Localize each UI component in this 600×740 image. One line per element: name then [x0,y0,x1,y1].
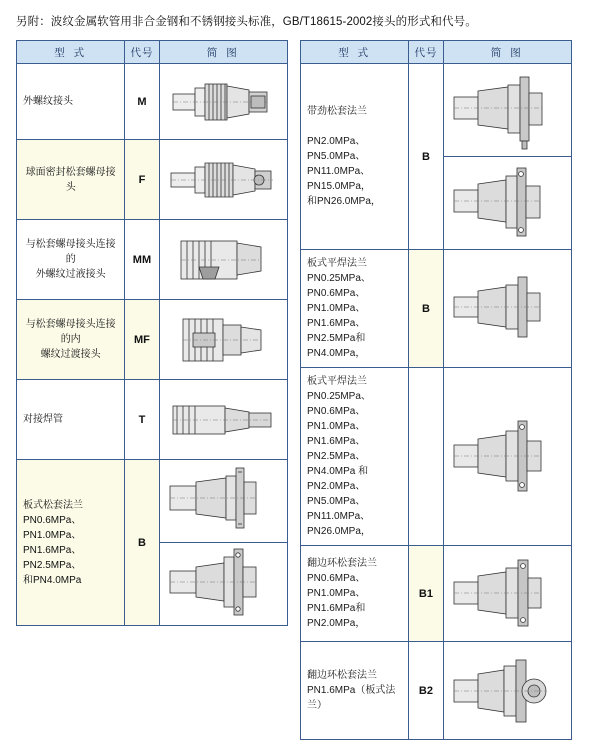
type-line: 板式平焊法兰 [307,258,367,269]
figure-cell [443,642,571,740]
code-cell: B [125,460,159,626]
type-line: 外螺纹过液接头 [35,269,106,280]
type-line: PN11.0MPa、PN26.0MPa， [307,511,371,537]
female-thread-transition-icon [160,307,287,373]
type-line: 螺纹过渡接头 [40,349,101,360]
table-row [301,64,572,157]
type-line: PN1.6MPa（板式法兰） [307,685,396,711]
tables-container [16,40,584,740]
table-row [17,220,288,300]
type-line: PN0.25MPa、PN0.6MPa、 [307,391,371,417]
type-line: 带劲松套法兰 [307,106,367,117]
type-line: 翻边环松套法兰 [307,558,377,569]
header-figure: 简 图 [443,41,571,64]
plate-welding-flange-a-icon [444,269,571,349]
type-line: PN1.6MPa和PN2.0MPa， [307,603,366,629]
code-cell: F [125,140,159,220]
header-code: 代号 [125,41,159,64]
code-cell: MM [125,220,159,300]
type-line: 和PN26.0MPa， [307,196,381,207]
type-cell [301,250,409,368]
type-line: PN2.0MPa、PN5.0MPa、 [307,481,366,507]
code-cell: B [409,64,443,250]
table-row [301,250,572,368]
type-line: PN2.5MPa、PN4.0MPa 和 [307,451,369,477]
type-line: 与松套螺母接头连接的内 [25,319,116,345]
figure-cell [159,140,287,220]
left-fittings-table [16,40,288,626]
table-row [17,460,288,626]
right-flanges-table [300,40,572,740]
type-cell: 外螺纹接头 [17,64,125,140]
type-line: PN11.0MPa、PN15.0MPa， [307,166,371,192]
code-cell: B2 [409,642,443,740]
figure-cell [159,64,287,140]
table-row [301,642,572,740]
butt-weld-pipe-icon [160,390,287,450]
type-cell [301,64,409,250]
type-line: PN1.0MPa、PN1.6MPa、 [307,303,366,329]
figure-cell [443,368,571,546]
plate-loose-flange-icon-a [160,460,287,542]
type-cell [301,368,409,546]
type-line: 和PN4.0MPa [23,574,82,586]
type-line: PN0.6MPa、PN1.0MPa、 [307,573,366,599]
type-cell [17,300,125,380]
type-cell [301,642,409,740]
type-line: PN2.5MPa和PN4.0MPa， [307,333,366,359]
type-cell [301,546,409,642]
code-cell: MF [125,300,159,380]
type-line: 板式松套法兰 [23,499,83,511]
lap-joint-flange-a-icon [444,550,571,638]
type-line: PN1.6MPa、PN2.5MPa、 [23,544,82,571]
figure-cell [443,546,571,642]
type-line: 与松套螺母接头连接的 [25,239,116,265]
table-header-row [17,41,288,64]
type-line: 翻边环松套法兰 [307,670,377,681]
ribbed-loose-flange-b-icon [444,160,571,246]
code-cell: B [409,250,443,368]
type-line: PN0.6MPa、PN1.0MPa、 [23,514,82,541]
spherical-seal-union-nut-icon [160,147,287,213]
type-line: PN0.25MPa、PN0.6MPa、 [307,273,371,299]
ribbed-loose-flange-a-icon [444,67,571,153]
code-cell: M [125,64,159,140]
table-row [17,300,288,380]
type-cell: 球面密封松套螺母接头 [17,140,125,220]
header-figure: 简 图 [159,41,287,64]
code-cell: B1 [409,546,443,642]
figure-cell [159,220,287,300]
code-cell [409,368,443,546]
figure-cell [159,300,287,380]
lap-joint-flange-b-icon [444,646,571,736]
type-line: PN2.0MPa、PN5.0MPa、 [307,136,366,162]
type-line: PN1.0MPa、PN1.6MPa、 [307,421,366,447]
figure-cell [443,157,571,250]
table-row [17,64,288,140]
table-row [301,368,572,546]
page-title: 另附：波纹金属软管用非合金钢和不锈钢接头标准，GB/T18615-2002接头的形式和代号。 [16,16,477,28]
figure-cell [159,460,287,626]
table-header-row [301,41,572,64]
type-cell: 对接焊管 [17,380,125,460]
code-cell: T [125,380,159,460]
male-thread-fitting-icon [160,70,287,134]
figure-cell [443,250,571,368]
table-row [17,140,288,220]
table-row [301,546,572,642]
figure-cell [443,64,571,157]
type-line: 板式平焊法兰 [307,376,367,387]
plate-loose-flange-icon-b [160,543,287,625]
figure-cell [159,380,287,460]
male-thread-transition-icon [160,227,287,293]
header-type: 型 式 [301,41,409,64]
plate-welding-flange-b-icon [444,405,571,509]
type-cell [17,460,125,626]
header-code: 代号 [409,41,443,64]
header-type: 型 式 [17,41,125,64]
type-cell [17,220,125,300]
table-row [17,380,288,460]
